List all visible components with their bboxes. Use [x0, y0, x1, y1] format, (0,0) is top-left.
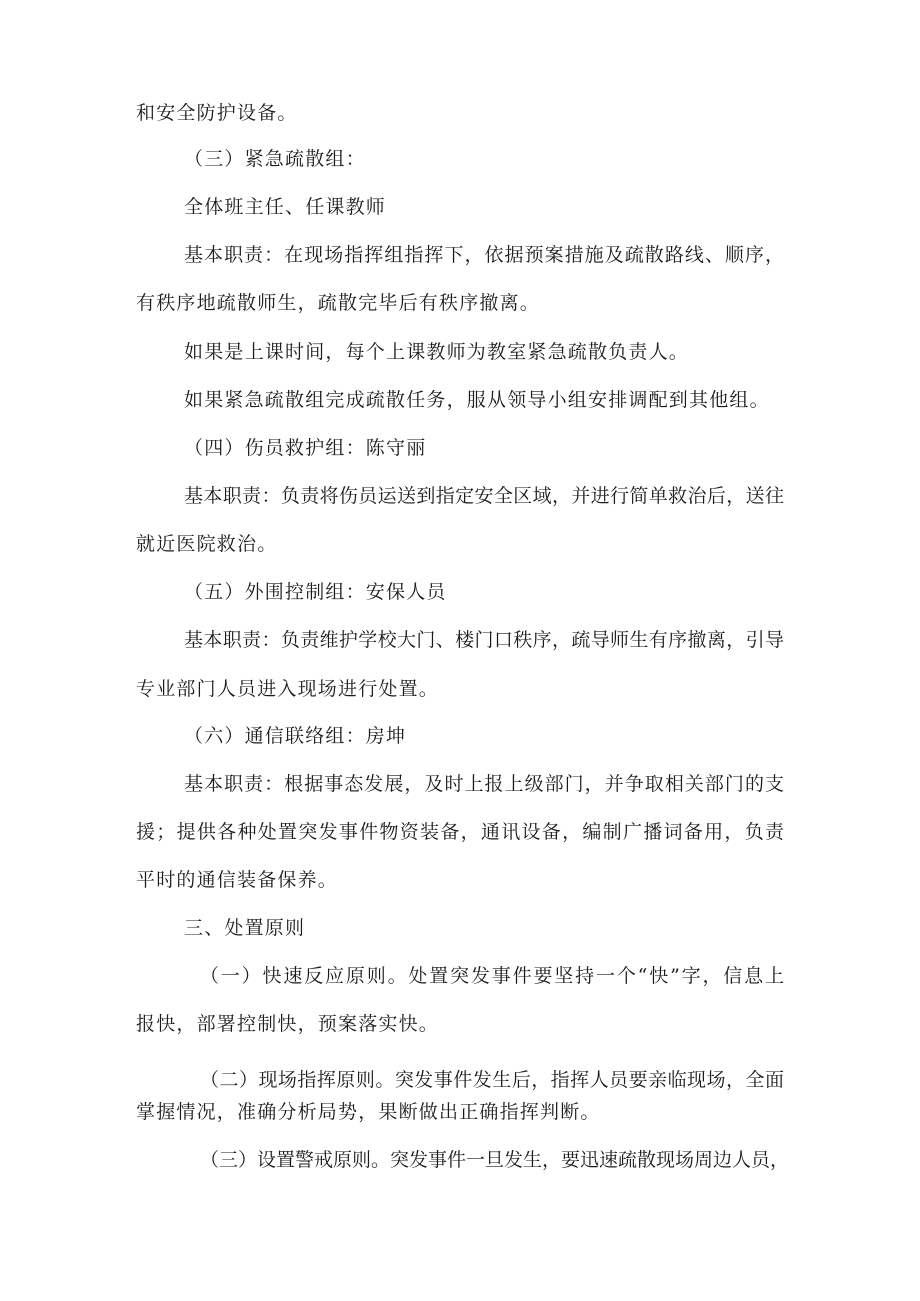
text-line-evacuation-duty-1	[184, 243, 784, 267]
text-line-communication-duty-2	[136, 820, 784, 844]
text-line-evacuation-duty-2: 有秩序地疏散师生，疏散完毕后有秩序撤离。	[136, 292, 541, 314]
justify-text: 基本职责：负责维护学校大门、楼门口秩序，疏导师生有序撤离，引导	[184, 629, 784, 651]
text-line-perimeter-duty-2: 专业部门人员进入现场进行处置。	[136, 678, 440, 700]
heading-communication-liaison-group: （六）通信联络组：房坤	[184, 725, 407, 747]
text-line-principle-3-a	[200, 1148, 790, 1172]
text-line-principle-2-a	[200, 1068, 784, 1092]
text-line-reassignment: 如果紧急疏散组完成疏散任务，服从领导小组安排调配到其他组。	[184, 389, 770, 411]
text-line-class-time-responsibility: 如果是上课时间，每个上课教师为教室紧急疏散负责人。	[184, 341, 690, 363]
justify-text: （三）设置警戒原则。突发事件一旦发生，要迅速疏散现场周边人员，	[200, 1149, 790, 1171]
text-line-rescue-duty-1	[184, 484, 784, 508]
section-heading-disposal-principles: 三、处置原则	[184, 917, 306, 939]
justify-text: （二）现场指挥原则。突发事件发生后，指挥人员要亲临现场，全面	[200, 1069, 784, 1091]
justify-text: 援；提供各种处置突发事件物资装备，通讯设备，编制广播词备用，负责	[136, 821, 784, 843]
text-line-principle-1-b: 报快，部署控制快，预案落实快。	[136, 1013, 440, 1035]
text-line-perimeter-duty-1	[184, 628, 784, 652]
text-line-principle-1-a	[200, 964, 784, 988]
text-line-principle-2-b: 掌握情况，准确分析局势，果断做出正确指挥判断。	[136, 1101, 601, 1123]
justify-text: 基本职责：在现场指挥组指挥下，依据预案措施及疏散路线、顺序，	[184, 244, 784, 266]
heading-perimeter-control-group: （五）外围控制组：安保人员	[184, 581, 447, 603]
heading-emergency-evacuation-group: （三）紧急疏散组：	[184, 148, 366, 170]
heading-casualty-rescue-group: （四）伤员救护组：陈守丽	[184, 437, 427, 459]
justify-text: 基本职责：根据事态发展，及时上报上级部门，并争取相关部门的支	[184, 773, 784, 795]
text-line-protective-equipment: 和安全防护设备。	[136, 102, 298, 124]
text-line-communication-duty-1	[184, 772, 784, 796]
justify-text: 基本职责：负责将伤员运送到指定安全区域，并进行简单救治后，送往	[184, 485, 784, 507]
justify-text: （一）快速反应原则。处置突发事件要坚持一个“快”字，信息上	[200, 965, 784, 987]
text-line-rescue-duty-2: 就近医院救治。	[136, 533, 278, 555]
text-line-communication-duty-3: 平时的通信装备保养。	[136, 869, 339, 891]
text-line-evacuation-members: 全体班主任、任课教师	[184, 196, 387, 218]
